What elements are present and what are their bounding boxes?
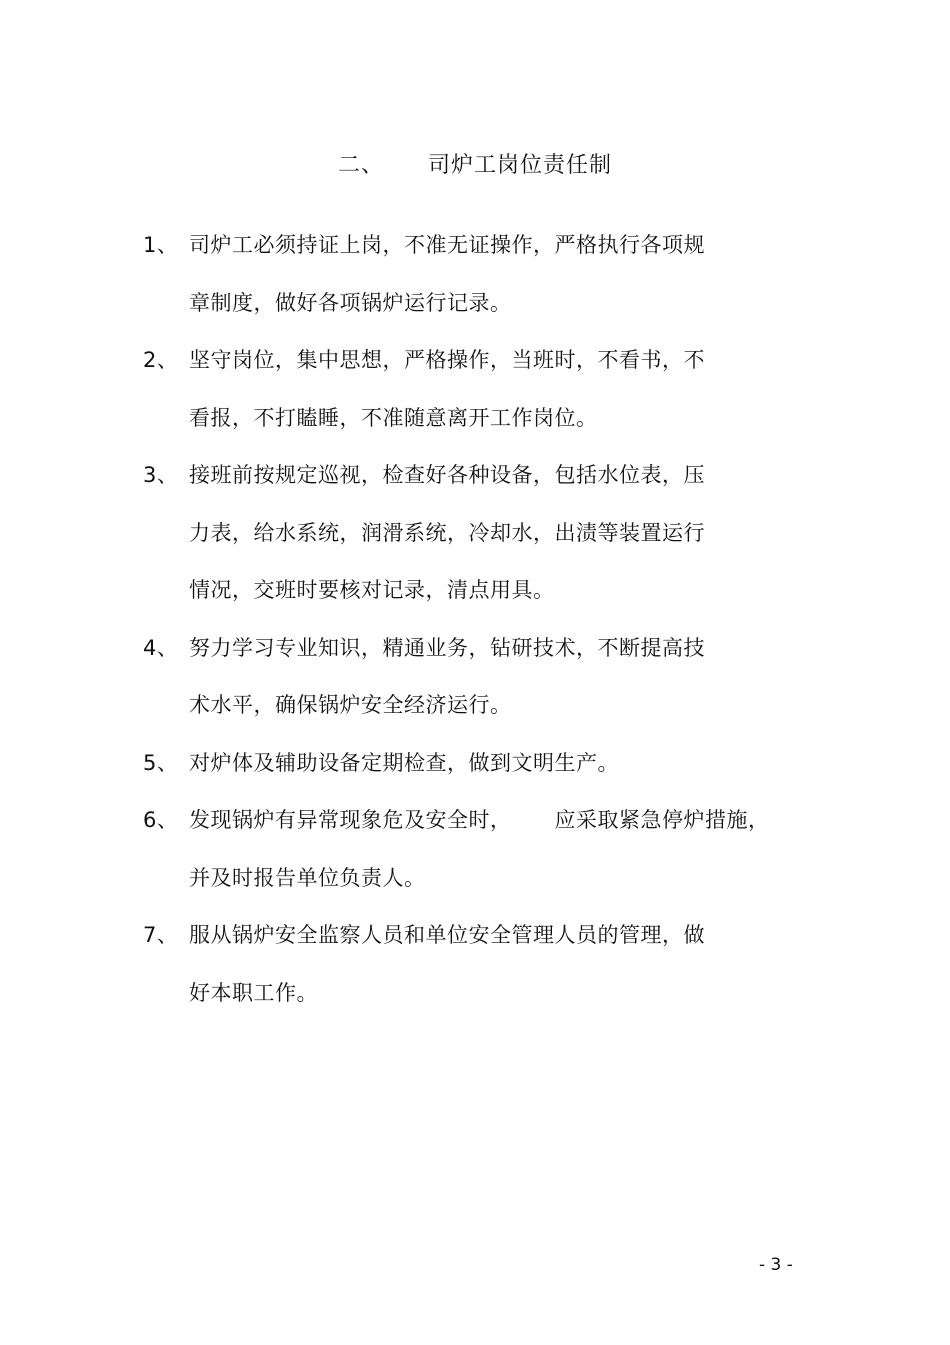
section-heading	[0, 150, 950, 182]
list-item-text: 服从锅炉安全监察人员和单位安全管理人员的管理，做	[189, 923, 705, 947]
list-item-text: 好本职工作。	[189, 980, 318, 1005]
list-item-text: 看报，不打瞌睡，不准随意离开工作岗位。	[189, 405, 598, 430]
list-item-text: 司炉工必须持证上岗，不准无证操作，严格执行各项规	[189, 233, 705, 257]
list-item-text: 努力学习专业知识，精通业务，钻研技术，不断提高技	[189, 635, 705, 660]
list-item-text: 对炉体及辅助设备定期检查，做到文明生产。	[189, 750, 619, 775]
list-item-number: 3、	[143, 463, 179, 487]
list-item	[0, 919, 950, 977]
section-heading-number: 二、	[337, 153, 384, 178]
list-item-text: 并及时报告单位负责人。	[189, 865, 426, 890]
list-item-text: 术水平，确保锅炉安全经济运行。	[189, 693, 512, 717]
list-item-number: 7、	[143, 923, 179, 947]
list-item	[0, 229, 950, 287]
list-item	[0, 804, 950, 862]
list-item-continuation	[0, 517, 950, 575]
list-item-number: 5、	[143, 750, 179, 775]
list-item-continuation	[0, 977, 950, 1035]
list-item-number: 2、	[143, 348, 179, 372]
section-heading-text: 司炉工岗位责任制	[428, 153, 613, 178]
list-item-continuation	[0, 689, 950, 747]
page-number: - 3 -	[759, 1255, 793, 1275]
list-item-number: 6、	[143, 808, 179, 832]
list-item	[0, 459, 950, 517]
list-item-number: 1、	[143, 233, 179, 257]
list-item-text: 力表，给水系统，润滑系统，冷却水，出渍等装置运行	[189, 520, 705, 545]
list-item-text: 情况，交班时要核对记录，清点用具。	[189, 578, 555, 602]
list-item-text: 章制度，做好各项锅炉运行记录。	[189, 290, 512, 315]
list-item	[0, 344, 950, 402]
list-item-text: 坚守岗位，集中思想，严格操作，当班时，不看书，不	[189, 348, 705, 372]
list-item	[0, 747, 950, 805]
list-item-number: 4、	[143, 635, 179, 660]
list-item	[0, 632, 950, 690]
list-item-continuation	[0, 574, 950, 632]
list-item-continuation	[0, 862, 950, 920]
responsibility-list	[0, 229, 950, 1034]
list-item-continuation	[0, 402, 950, 460]
list-item-text: 发现锅炉有异常现象危及安全时， 应采取紧急停炉措施，	[189, 808, 770, 832]
list-item-text: 接班前按规定巡视，检查好各种设备，包括水位表，压	[189, 463, 705, 487]
list-item-continuation	[0, 287, 950, 345]
